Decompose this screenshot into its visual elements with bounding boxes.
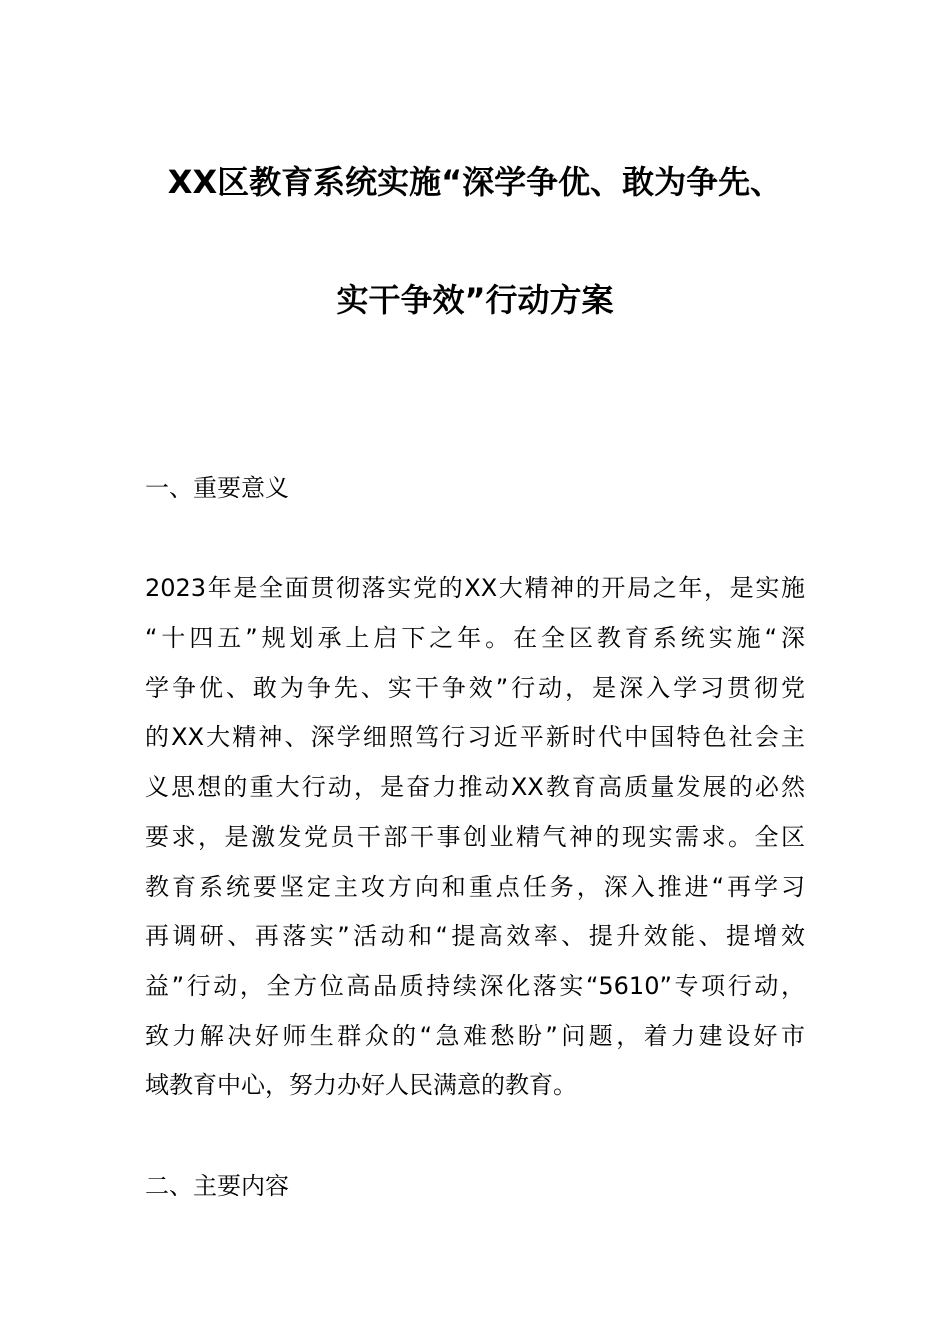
paragraph-line: 2023年是全面贯彻落实党的XX大精神的开局之年，是实施 <box>145 574 805 602</box>
section-heading-importance: 一、重要意义 <box>145 474 289 502</box>
section-heading-main-content: 二、主要内容 <box>145 1172 289 1200</box>
paragraph-line: 益”行动，全方位高品质持续深化落实“5610”专项行动， <box>145 972 805 1000</box>
paragraph-line: 要求，是激发党员干部干事创业精气神的现实需求。全区 <box>145 823 805 851</box>
paragraph-line: 教育系统要坚定主攻方向和重点任务，深入推进“再学习 <box>145 873 805 901</box>
document-title-line-1: XX区教育系统实施“深学争优、敢为争先、 <box>167 163 783 201</box>
paragraph-line: 致力解决好师生群众的“急难愁盼”问题，着力建设好市 <box>145 1022 805 1050</box>
paragraph-line: 域教育中心，努力办好人民满意的教育。 <box>145 1071 577 1099</box>
paragraph-line: 再调研、再落实”活动和“提高效率、提升效能、提增效 <box>145 922 805 950</box>
document-title-line-2: 实干争效”行动方案 <box>336 281 614 319</box>
paragraph-line: 义思想的重大行动，是奋力推动XX教育高质量发展的必然 <box>145 773 805 801</box>
paragraph-line: 学争优、敢为争先、实干争效”行动，是深入学习贯彻党 <box>145 674 805 702</box>
paragraph-line: “十四五”规划承上启下之年。在全区教育系统实施“深 <box>145 624 805 652</box>
paragraph-line: 的XX大精神、深学细照笃行习近平新时代中国特色社会主 <box>145 723 805 751</box>
